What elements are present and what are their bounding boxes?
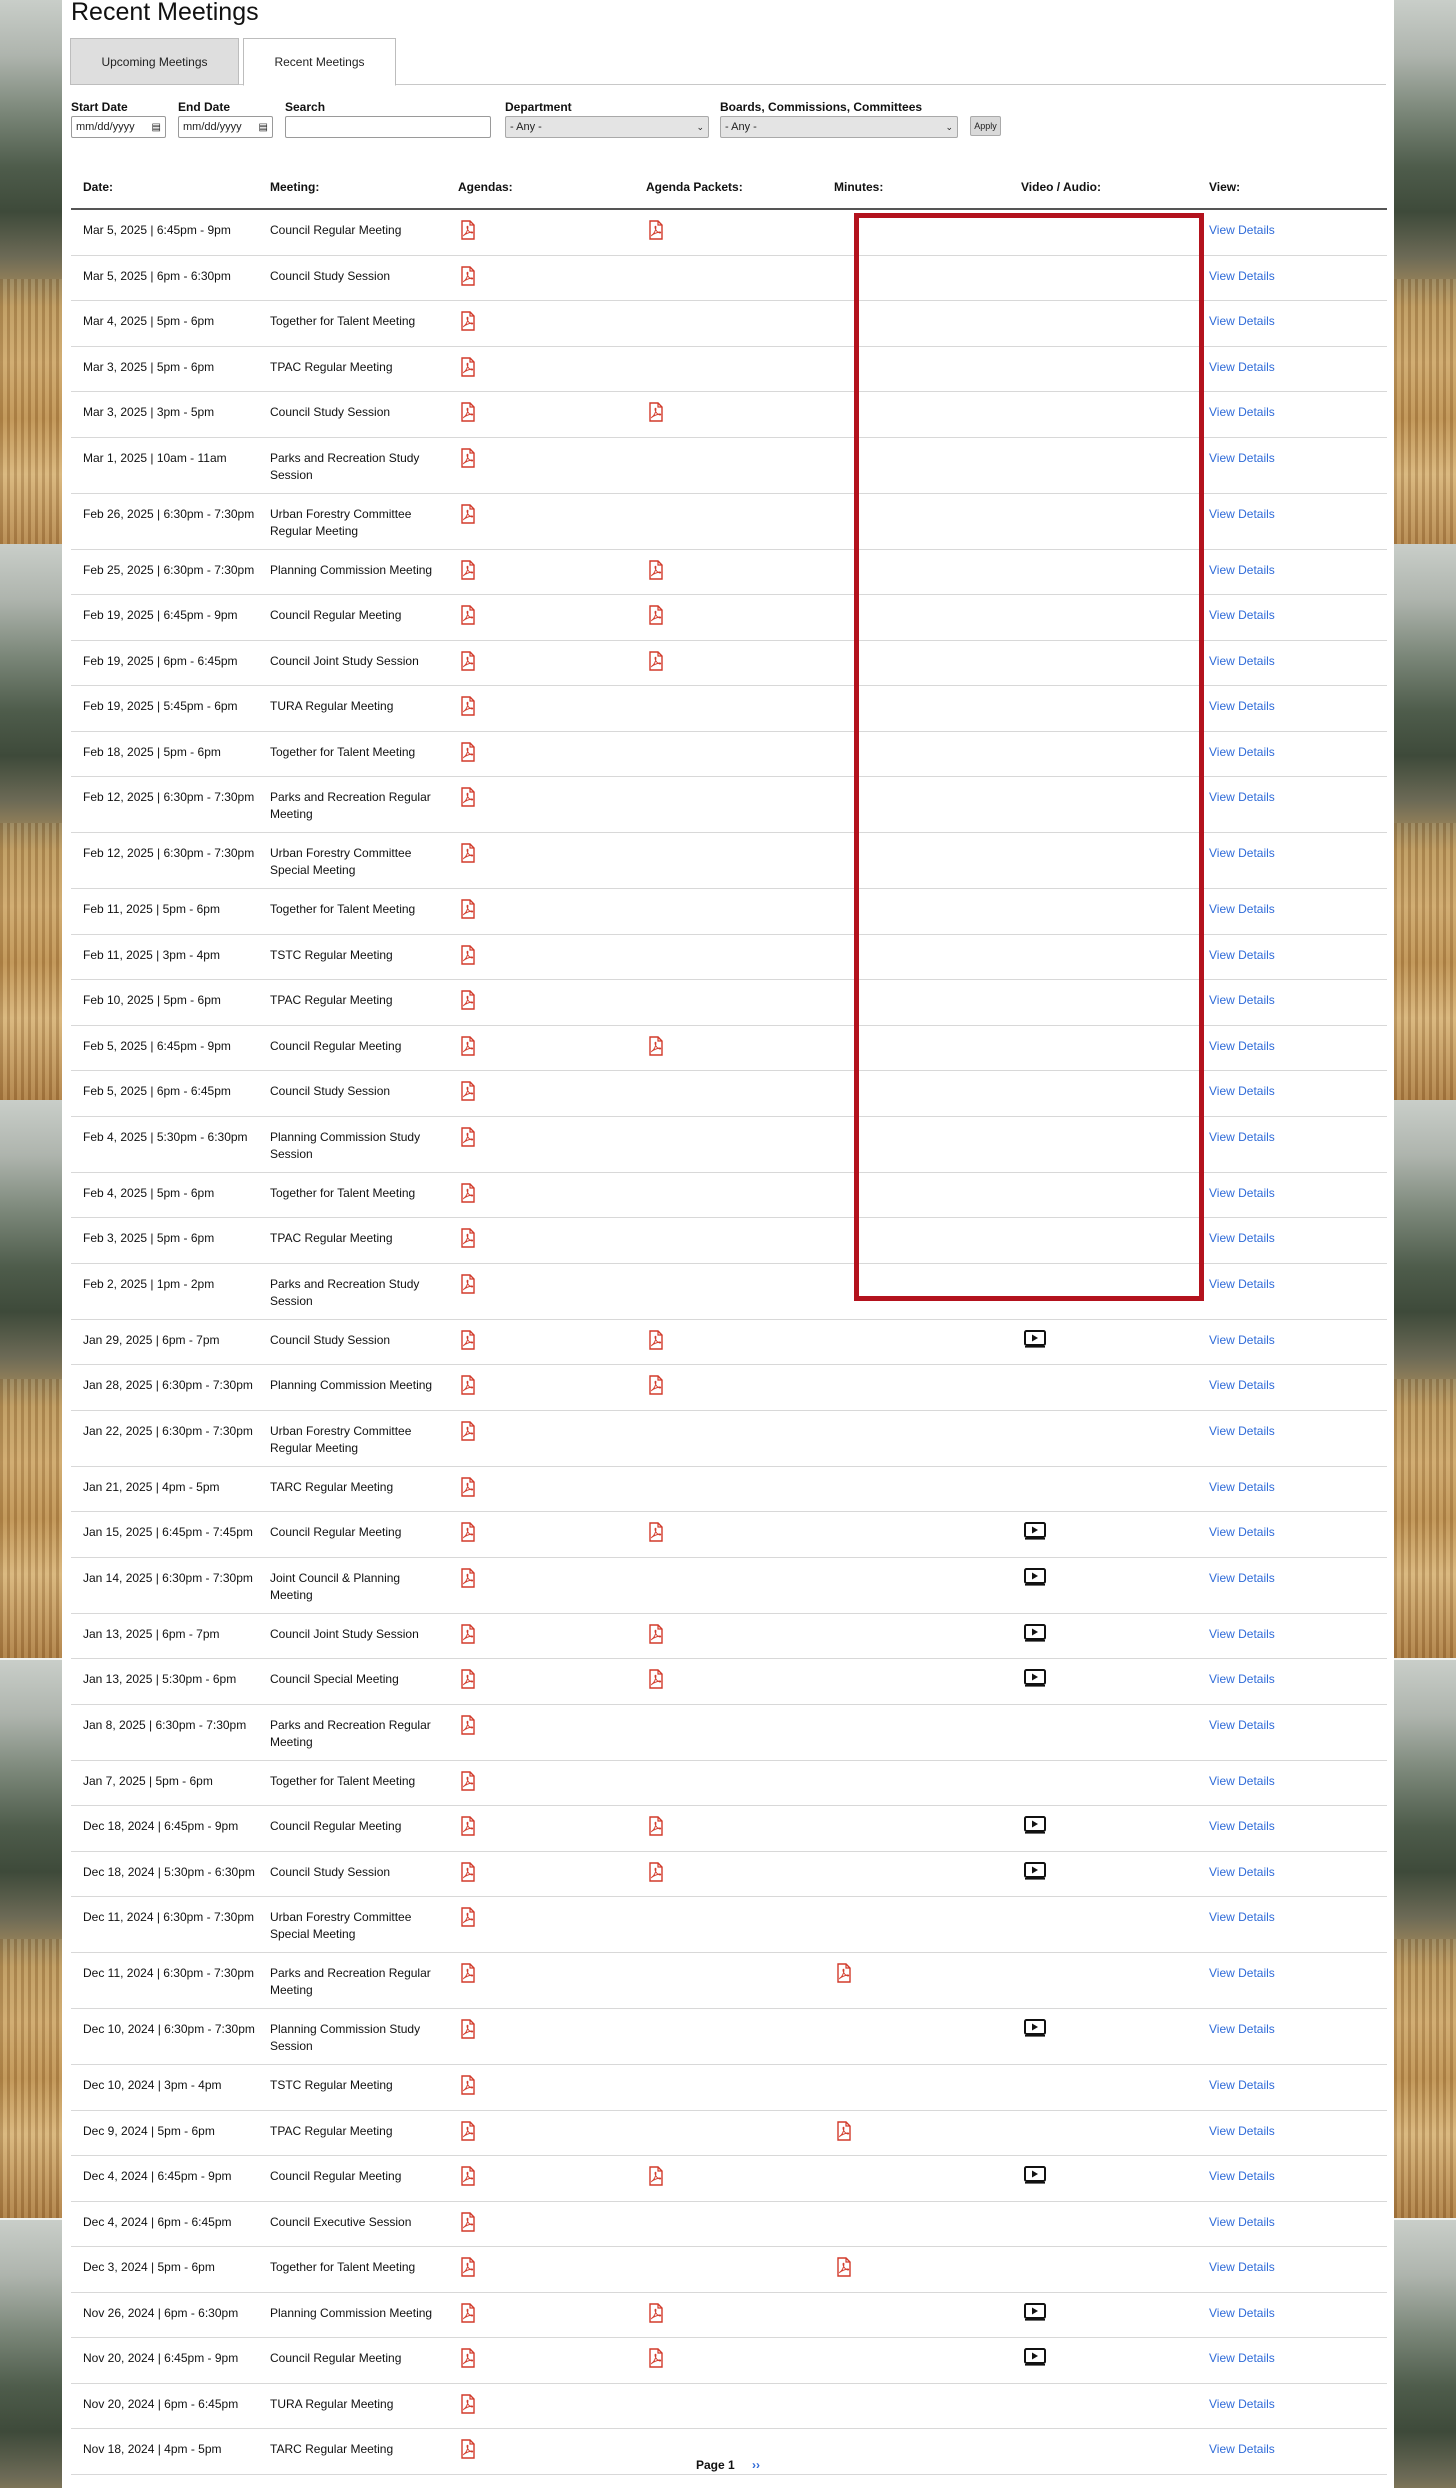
- meeting-name: Together for Talent Meeting: [270, 314, 416, 328]
- meeting-name: TPAC Regular Meeting: [270, 993, 393, 1007]
- agenda-pdf-icon[interactable]: [460, 1183, 476, 1203]
- agenda-packet-pdf-icon[interactable]: [648, 1330, 664, 1350]
- agenda-pdf-icon[interactable]: [460, 357, 476, 377]
- table-row: [71, 1953, 1387, 2009]
- table-row: [71, 1558, 1387, 1614]
- meeting-date: Dec 18, 2024 | 5:30pm - 6:30pm: [83, 1864, 255, 1879]
- view-details-link[interactable]: View Details: [1209, 1038, 1275, 1053]
- agenda-packet-pdf-icon[interactable]: [648, 651, 664, 671]
- meeting-date: Mar 5, 2025 | 6:45pm - 9pm: [83, 223, 231, 237]
- meeting-name: Parks and Recreation Regular Meeting: [270, 1717, 431, 1749]
- table-row: [71, 2338, 1387, 2384]
- table-row: [71, 1512, 1387, 1558]
- view-details-link[interactable]: View Details: [1209, 1332, 1275, 1347]
- view-details-link[interactable]: View Details: [1209, 993, 1275, 1007]
- table-row: [71, 2247, 1387, 2293]
- meeting-name: TSTC Regular Meeting: [270, 947, 393, 962]
- table-row: [71, 1614, 1387, 1660]
- agenda-pdf-icon[interactable]: [460, 742, 476, 762]
- table-row: [71, 1411, 1387, 1467]
- meeting-date: Mar 3, 2025 | 3pm - 5pm: [83, 405, 215, 419]
- meeting-name: Together for Talent Meeting: [270, 902, 416, 916]
- agenda-pdf-icon[interactable]: [460, 1907, 476, 1927]
- meeting-date: Feb 12, 2025 | 6:30pm - 7:30pm: [83, 846, 255, 860]
- view-details-link[interactable]: View Details: [1209, 2123, 1275, 2138]
- meeting-date: Dec 10, 2024 | 6:30pm - 7:30pm: [83, 2022, 255, 2036]
- start-date-value: mm/dd/yyyy: [76, 121, 135, 133]
- view-details-link[interactable]: View Details: [1209, 846, 1275, 860]
- view-details-link[interactable]: View Details: [1209, 2442, 1275, 2456]
- meeting-date: Feb 19, 2025 | 6:45pm - 9pm: [83, 608, 238, 622]
- table-row: [71, 1897, 1387, 1953]
- meeting-name: Council Study Session: [270, 1864, 391, 1879]
- agenda-packet-pdf-icon[interactable]: [648, 560, 664, 580]
- meeting-date: Mar 1, 2025 | 10am - 11am: [83, 450, 227, 465]
- view-details-link[interactable]: View Details: [1209, 1864, 1275, 1879]
- background-scenery-right: [1394, 0, 1456, 2488]
- meeting-date: Dec 11, 2024 | 6:30pm - 7:30pm: [83, 1910, 254, 1924]
- agenda-packet-pdf-icon[interactable]: [648, 1522, 664, 1542]
- view-details-link[interactable]: View Details: [1209, 2078, 1275, 2092]
- agenda-pdf-icon[interactable]: [460, 899, 476, 919]
- view-details-link[interactable]: View Details: [1209, 268, 1275, 283]
- view-details-link[interactable]: View Details: [1209, 1672, 1275, 1686]
- agenda-pdf-icon[interactable]: [460, 266, 476, 286]
- meeting-name: Council Regular Meeting: [270, 223, 402, 237]
- agenda-pdf-icon[interactable]: [460, 1477, 476, 1497]
- meeting-name: Council Regular Meeting: [270, 608, 402, 622]
- meeting-date: Feb 2, 2025 | 1pm - 2pm: [83, 1276, 215, 1291]
- agenda-pdf-icon[interactable]: [460, 220, 476, 240]
- agenda-pdf-icon[interactable]: [460, 2075, 476, 2095]
- meeting-date: Dec 10, 2024 | 3pm - 4pm: [83, 2078, 222, 2092]
- table-row: [71, 2009, 1387, 2065]
- video-play-icon[interactable]: [1024, 2166, 1046, 2184]
- meeting-name: TPAC Regular Meeting: [270, 359, 393, 374]
- meeting-date: Feb 12, 2025 | 6:30pm - 7:30pm: [83, 790, 255, 804]
- view-details-link[interactable]: View Details: [1209, 1231, 1275, 1245]
- pagination: [0, 2458, 1456, 2472]
- agenda-pdf-icon[interactable]: [460, 1228, 476, 1248]
- video-play-icon[interactable]: [1024, 1624, 1046, 1642]
- meeting-name: Urban Forestry Committee Special Meeting: [270, 846, 412, 877]
- agenda-pdf-icon[interactable]: [460, 1862, 476, 1882]
- agenda-pdf-icon[interactable]: [460, 605, 476, 625]
- agenda-pdf-icon[interactable]: [460, 843, 476, 863]
- view-details-link[interactable]: View Details: [1209, 1717, 1275, 1732]
- end-date-label: End Date: [178, 100, 231, 114]
- table-row: [71, 2156, 1387, 2202]
- video-play-icon[interactable]: [1024, 1669, 1046, 1687]
- view-details-link[interactable]: View Details: [1209, 790, 1275, 804]
- chevron-down-icon: ⌄: [696, 121, 704, 132]
- agenda-pdf-icon[interactable]: [460, 1127, 476, 1147]
- meeting-name: TURA Regular Meeting: [270, 2396, 394, 2411]
- view-details-link[interactable]: View Details: [1209, 699, 1275, 713]
- agenda-pdf-icon[interactable]: [460, 651, 476, 671]
- meeting-name: Together for Talent Meeting: [270, 1185, 416, 1200]
- search-label: Search: [285, 100, 326, 114]
- agenda-packet-pdf-icon[interactable]: [648, 402, 664, 422]
- video-play-icon[interactable]: [1024, 1816, 1046, 1834]
- agenda-pdf-icon[interactable]: [460, 2166, 476, 2186]
- start-date-label: Start Date: [71, 100, 128, 114]
- header-date: Date:: [83, 180, 114, 194]
- view-details-link[interactable]: View Details: [1209, 1479, 1275, 1494]
- meeting-date: Feb 4, 2025 | 5pm - 6pm: [83, 1185, 215, 1200]
- meeting-name: Council Study Session: [270, 268, 391, 283]
- meeting-name: Joint Council & Planning Meeting: [270, 1570, 401, 1602]
- meeting-date: Nov 20, 2024 | 6:45pm - 9pm: [83, 2351, 239, 2365]
- table-row: [71, 1659, 1387, 1705]
- agenda-pdf-icon[interactable]: [460, 990, 476, 1010]
- meeting-name: Council Regular Meeting: [270, 1525, 402, 1539]
- meeting-date: Jan 14, 2025 | 6:30pm - 7:30pm: [83, 1570, 253, 1585]
- meeting-name: Together for Talent Meeting: [270, 2260, 416, 2274]
- meeting-date: Dec 11, 2024 | 6:30pm - 7:30pm: [83, 1966, 254, 1980]
- meeting-name: TARC Regular Meeting: [270, 2442, 394, 2456]
- meeting-name: Council Special Meeting: [270, 1672, 399, 1686]
- agenda-packet-pdf-icon[interactable]: [648, 1036, 664, 1056]
- agenda-pdf-icon[interactable]: [460, 2019, 476, 2039]
- highlight-annotation-box: [854, 213, 1204, 1301]
- view-details-link[interactable]: View Details: [1209, 2169, 1275, 2183]
- view-details-link[interactable]: View Details: [1209, 1378, 1275, 1392]
- meeting-name: Urban Forestry Committee Special Meeting: [270, 1910, 412, 1941]
- meeting-date: Feb 5, 2025 | 6pm - 6:45pm: [83, 1084, 231, 1098]
- meeting-date: Feb 3, 2025 | 5pm - 6pm: [83, 1231, 215, 1245]
- meeting-date: Nov 26, 2024 | 6pm - 6:30pm: [83, 2305, 239, 2320]
- agenda-pdf-icon[interactable]: [460, 1274, 476, 1294]
- table-row: [71, 2111, 1387, 2157]
- agenda-packet-pdf-icon[interactable]: [648, 1862, 664, 1882]
- meeting-date: Jan 29, 2025 | 6pm - 7pm: [83, 1332, 220, 1347]
- meeting-date: Dec 9, 2024 | 5pm - 6pm: [83, 2123, 215, 2138]
- meeting-name: Together for Talent Meeting: [270, 744, 416, 759]
- view-details-link[interactable]: View Details: [1209, 1910, 1275, 1924]
- agenda-pdf-icon[interactable]: [460, 504, 476, 524]
- meeting-name: TPAC Regular Meeting: [270, 2123, 393, 2138]
- view-details-link[interactable]: View Details: [1209, 2351, 1275, 2365]
- end-date-input[interactable]: [178, 116, 273, 138]
- boards-select[interactable]: [720, 116, 958, 138]
- view-details-link[interactable]: View Details: [1209, 1084, 1275, 1098]
- agenda-packet-pdf-icon[interactable]: [648, 1375, 664, 1395]
- meeting-name: Planning Commission Meeting: [270, 562, 433, 577]
- meeting-date: Jan 13, 2025 | 5:30pm - 6pm: [83, 1672, 237, 1686]
- video-play-icon[interactable]: [1024, 1568, 1046, 1586]
- view-details-link[interactable]: View Details: [1209, 506, 1275, 521]
- agenda-packet-pdf-icon[interactable]: [648, 1624, 664, 1644]
- end-date-filter: [178, 100, 273, 138]
- agenda-pdf-icon[interactable]: [460, 560, 476, 580]
- meeting-date: Jan 22, 2025 | 6:30pm - 7:30pm: [83, 1423, 253, 1438]
- page-title: Recent Meetings: [71, 0, 259, 26]
- meeting-name: Council Executive Session: [270, 2214, 412, 2229]
- view-details-link[interactable]: View Details: [1209, 223, 1275, 237]
- meeting-name: Council Regular Meeting: [270, 2351, 402, 2365]
- tab-recent-meetings[interactable]: Recent Meetings: [243, 38, 396, 86]
- table-row: [71, 2384, 1387, 2430]
- meeting-date: Feb 5, 2025 | 6:45pm - 9pm: [83, 1038, 231, 1053]
- video-play-icon[interactable]: [1024, 1862, 1046, 1880]
- agenda-pdf-icon[interactable]: [460, 1771, 476, 1791]
- header-minutes: Minutes:: [834, 180, 884, 194]
- agenda-pdf-icon[interactable]: [460, 1522, 476, 1542]
- agenda-pdf-icon[interactable]: [460, 1081, 476, 1101]
- agenda-pdf-icon[interactable]: [460, 696, 476, 716]
- video-play-icon[interactable]: [1024, 2348, 1046, 2366]
- video-play-icon[interactable]: [1024, 2303, 1046, 2321]
- table-row: [71, 1320, 1387, 1366]
- agenda-pdf-icon[interactable]: [460, 1375, 476, 1395]
- view-details-link[interactable]: View Details: [1209, 1570, 1275, 1585]
- agenda-pdf-icon[interactable]: [460, 2348, 476, 2368]
- meeting-name: Council Study Session: [270, 405, 391, 419]
- main-content: [62, 0, 1394, 2488]
- view-details-link[interactable]: View Details: [1209, 2305, 1275, 2320]
- agenda-packet-pdf-icon[interactable]: [648, 2348, 664, 2368]
- agenda-packet-pdf-icon[interactable]: [648, 1816, 664, 1836]
- view-details-link[interactable]: View Details: [1209, 1626, 1275, 1641]
- table-row: [71, 2065, 1387, 2111]
- meeting-tabs: [70, 38, 1386, 85]
- meeting-date: Jan 8, 2025 | 6:30pm - 7:30pm: [83, 1717, 247, 1732]
- view-details-link[interactable]: View Details: [1209, 1966, 1275, 1980]
- view-details-link[interactable]: View Details: [1209, 1525, 1275, 1539]
- agenda-pdf-icon[interactable]: [460, 2121, 476, 2141]
- agenda-pdf-icon[interactable]: [460, 2303, 476, 2323]
- agenda-pdf-icon[interactable]: [460, 402, 476, 422]
- view-details-link[interactable]: View Details: [1209, 902, 1275, 916]
- meeting-name: TURA Regular Meeting: [270, 699, 394, 713]
- meeting-name: Planning Commission Study Session: [270, 2022, 421, 2053]
- start-date-input[interactable]: [71, 116, 166, 138]
- department-select[interactable]: [505, 116, 709, 138]
- table-row: [71, 2293, 1387, 2339]
- agenda-packet-pdf-icon[interactable]: [648, 2166, 664, 2186]
- meeting-date: Dec 4, 2024 | 6pm - 6:45pm: [83, 2214, 232, 2229]
- view-details-link[interactable]: View Details: [1209, 314, 1275, 328]
- meeting-date: Feb 19, 2025 | 6pm - 6:45pm: [83, 653, 238, 668]
- view-details-link[interactable]: View Details: [1209, 744, 1275, 759]
- meetings-table: [71, 172, 1387, 2456]
- agenda-pdf-icon[interactable]: [460, 2394, 476, 2414]
- meeting-name: Council Study Session: [270, 1084, 391, 1098]
- agenda-pdf-icon[interactable]: [460, 1963, 476, 1983]
- agenda-packet-pdf-icon[interactable]: [648, 605, 664, 625]
- view-details-link[interactable]: View Details: [1209, 653, 1275, 668]
- meeting-date: Feb 4, 2025 | 5:30pm - 6:30pm: [83, 1129, 248, 1144]
- view-details-link[interactable]: View Details: [1209, 1423, 1275, 1438]
- table-row: [71, 2202, 1387, 2248]
- meeting-name: Parks and Recreation Study Session: [270, 450, 420, 482]
- view-details-link[interactable]: View Details: [1209, 1773, 1275, 1788]
- boards-label: Boards, Commissions, Committees: [720, 100, 923, 114]
- agenda-pdf-icon[interactable]: [460, 1036, 476, 1056]
- meeting-date: Dec 3, 2024 | 5pm - 6pm: [83, 2260, 215, 2274]
- meeting-name: Parks and Recreation Regular Meeting: [270, 1966, 431, 1997]
- agenda-pdf-icon[interactable]: [460, 2212, 476, 2232]
- meeting-name: TARC Regular Meeting: [270, 1479, 394, 1494]
- meeting-name: Parks and Recreation Regular Meeting: [270, 790, 431, 821]
- meeting-date: Jan 15, 2025 | 6:45pm - 7:45pm: [83, 1525, 253, 1539]
- view-details-link[interactable]: View Details: [1209, 562, 1275, 577]
- table-row: [71, 1761, 1387, 1807]
- background-scenery-left: [0, 0, 62, 2488]
- agenda-pdf-icon[interactable]: [460, 311, 476, 331]
- meeting-name: Council Regular Meeting: [270, 1038, 402, 1053]
- header-video-audio: Video / Audio:: [1021, 180, 1101, 194]
- meeting-name: Together for Talent Meeting: [270, 1773, 416, 1788]
- view-details-link[interactable]: View Details: [1209, 608, 1275, 622]
- agenda-pdf-icon[interactable]: [460, 2439, 476, 2459]
- view-details-link[interactable]: View Details: [1209, 2260, 1275, 2274]
- header-meeting: Meeting:: [270, 180, 320, 194]
- agenda-pdf-icon[interactable]: [460, 1816, 476, 1836]
- department-value: - Any -: [510, 121, 542, 133]
- view-details-link[interactable]: View Details: [1209, 1276, 1275, 1291]
- agenda-pdf-icon[interactable]: [460, 448, 476, 468]
- meeting-date: Nov 20, 2024 | 6pm - 6:45pm: [83, 2396, 239, 2411]
- agenda-pdf-icon[interactable]: [460, 1669, 476, 1689]
- meeting-name: Council Joint Study Session: [270, 1626, 419, 1641]
- meeting-date: Jan 7, 2025 | 5pm - 6pm: [83, 1773, 213, 1788]
- search-input[interactable]: [285, 116, 491, 138]
- meeting-date: Mar 4, 2025 | 5pm - 6pm: [83, 314, 215, 328]
- apply-button[interactable]: Apply: [970, 116, 1001, 136]
- meeting-date: Dec 4, 2024 | 6:45pm - 9pm: [83, 2169, 232, 2183]
- meeting-date: Feb 18, 2025 | 5pm - 6pm: [83, 744, 221, 759]
- header-view: View:: [1209, 180, 1241, 194]
- meeting-date: Jan 28, 2025 | 6:30pm - 7:30pm: [83, 1378, 253, 1392]
- boards-value: - Any -: [725, 121, 757, 133]
- search-filter: [285, 100, 491, 138]
- video-play-icon[interactable]: [1024, 1522, 1046, 1540]
- view-details-link[interactable]: View Details: [1209, 405, 1275, 419]
- table-row: [71, 1467, 1387, 1513]
- view-details-link[interactable]: View Details: [1209, 1129, 1275, 1144]
- meeting-date: Feb 19, 2025 | 5:45pm - 6pm: [83, 699, 238, 713]
- view-details-link[interactable]: View Details: [1209, 359, 1275, 374]
- agenda-packet-pdf-icon[interactable]: [648, 1669, 664, 1689]
- meeting-name: Planning Commission Study Session: [270, 1129, 421, 1161]
- meeting-date: Mar 5, 2025 | 6pm - 6:30pm: [83, 268, 231, 283]
- meeting-date: Dec 18, 2024 | 6:45pm - 9pm: [83, 1819, 239, 1833]
- table-row: [71, 1806, 1387, 1852]
- table-row: [71, 1852, 1387, 1898]
- view-details-link[interactable]: View Details: [1209, 947, 1275, 962]
- agenda-pdf-icon[interactable]: [460, 1715, 476, 1735]
- calendar-icon[interactable]: ▤: [151, 121, 161, 133]
- agenda-pdf-icon[interactable]: [460, 787, 476, 807]
- meeting-name: Parks and Recreation Study Session: [270, 1276, 420, 1308]
- minutes-pdf-icon[interactable]: [836, 1963, 852, 1983]
- meeting-date: Feb 11, 2025 | 5pm - 6pm: [83, 902, 220, 916]
- agenda-pdf-icon[interactable]: [460, 2257, 476, 2277]
- boards-filter: [720, 100, 958, 138]
- next-page-link[interactable]: ››: [752, 2458, 761, 2472]
- meeting-name: TPAC Regular Meeting: [270, 1231, 393, 1245]
- calendar-icon[interactable]: ▤: [258, 121, 268, 133]
- page-label: Page 1: [695, 2458, 735, 2472]
- view-details-link[interactable]: View Details: [1209, 1819, 1275, 1833]
- agenda-pdf-icon[interactable]: [460, 1624, 476, 1644]
- view-details-link[interactable]: View Details: [1209, 2022, 1275, 2036]
- meeting-name: Council Study Session: [270, 1332, 391, 1347]
- minutes-pdf-icon[interactable]: [836, 2257, 852, 2277]
- department-filter: [505, 100, 709, 138]
- table-header: [71, 172, 1387, 210]
- agenda-pdf-icon[interactable]: [460, 945, 476, 965]
- chevron-down-icon: ⌄: [945, 121, 953, 132]
- view-details-link[interactable]: View Details: [1209, 450, 1275, 465]
- tab-upcoming-meetings[interactable]: Upcoming Meetings: [70, 38, 239, 85]
- meeting-name: Planning Commission Meeting: [270, 1378, 433, 1392]
- video-play-icon[interactable]: [1024, 1330, 1046, 1348]
- view-details-link[interactable]: View Details: [1209, 1185, 1275, 1200]
- meeting-name: TSTC Regular Meeting: [270, 2078, 393, 2092]
- meeting-name: Urban Forestry Committee Regular Meeting: [270, 1423, 412, 1455]
- view-details-link[interactable]: View Details: [1209, 2214, 1275, 2229]
- meeting-name: Council Regular Meeting: [270, 1819, 402, 1833]
- meeting-name: Council Regular Meeting: [270, 2169, 402, 2183]
- table-row: [71, 1705, 1387, 1761]
- minutes-pdf-icon[interactable]: [836, 2121, 852, 2141]
- video-play-icon[interactable]: [1024, 2019, 1046, 2037]
- header-agendas: Agendas:: [458, 180, 513, 194]
- header-agenda-packets: Agenda Packets:: [646, 180, 743, 194]
- meeting-date: Jan 21, 2025 | 4pm - 5pm: [83, 1479, 220, 1494]
- agenda-pdf-icon[interactable]: [460, 1568, 476, 1588]
- agenda-pdf-icon[interactable]: [460, 1421, 476, 1441]
- meeting-date: Feb 10, 2025 | 5pm - 6pm: [83, 993, 221, 1007]
- start-date-filter: [71, 100, 166, 138]
- meeting-date: Mar 3, 2025 | 5pm - 6pm: [83, 359, 215, 374]
- meeting-date: Feb 11, 2025 | 3pm - 4pm: [83, 947, 220, 962]
- meeting-name: Planning Commission Meeting: [270, 2305, 433, 2320]
- meeting-name: Council Joint Study Session: [270, 653, 419, 668]
- meeting-name: Urban Forestry Committee Regular Meeting: [270, 506, 412, 538]
- filter-bar: [71, 100, 1387, 142]
- department-label: Department: [505, 100, 572, 114]
- meeting-date: Jan 13, 2025 | 6pm - 7pm: [83, 1626, 220, 1641]
- meeting-date: Nov 18, 2024 | 4pm - 5pm: [83, 2442, 222, 2456]
- end-date-value: mm/dd/yyyy: [183, 121, 242, 133]
- meeting-date: Feb 25, 2025 | 6:30pm - 7:30pm: [83, 562, 255, 577]
- table-row: [71, 1365, 1387, 1411]
- agenda-packet-pdf-icon[interactable]: [648, 2303, 664, 2323]
- agenda-packet-pdf-icon[interactable]: [648, 220, 664, 240]
- agenda-pdf-icon[interactable]: [460, 1330, 476, 1350]
- view-details-link[interactable]: View Details: [1209, 2396, 1275, 2411]
- meeting-date: Feb 26, 2025 | 6:30pm - 7:30pm: [83, 506, 255, 521]
